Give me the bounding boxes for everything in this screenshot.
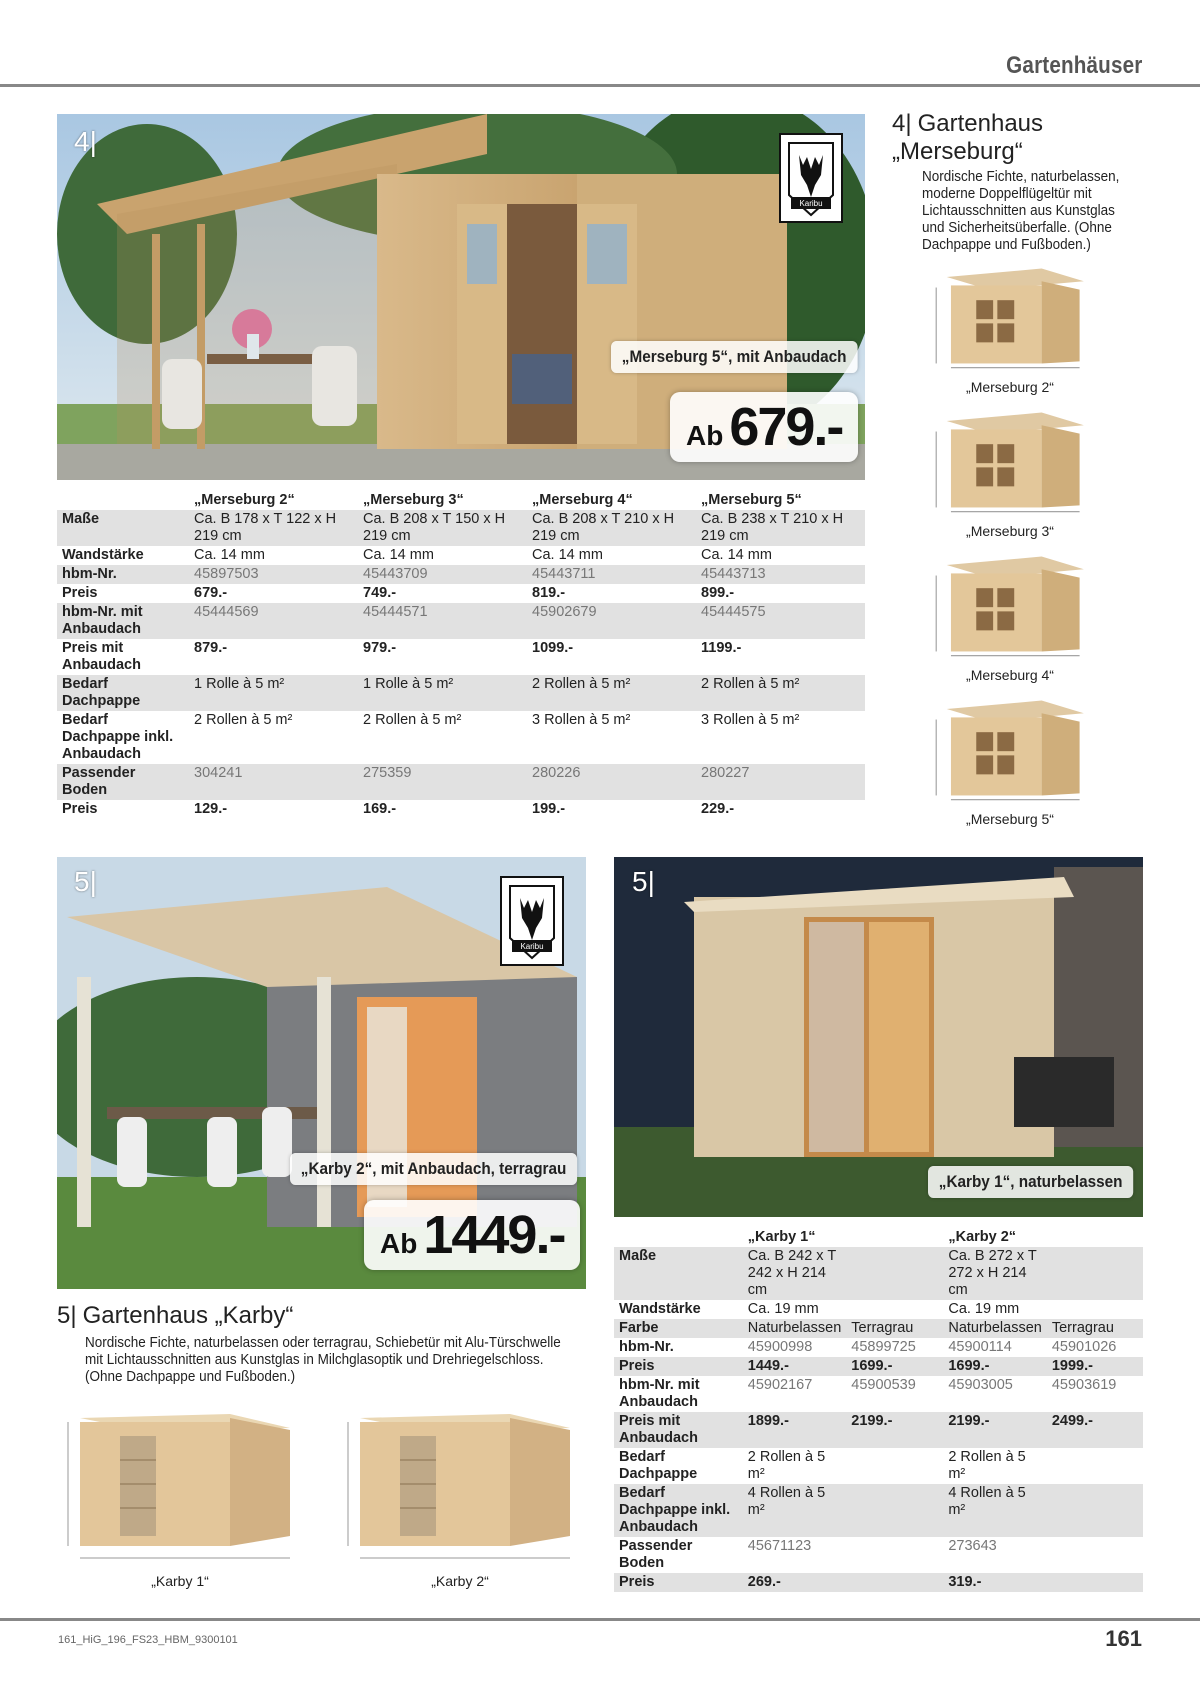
table-cell: Naturbelassen bbox=[743, 1319, 847, 1338]
column-header: „Merseburg 4“ bbox=[532, 492, 633, 508]
table-cell: 2 Rollen à 5 m² bbox=[194, 712, 293, 728]
table-cell: 2499.- bbox=[1047, 1412, 1143, 1448]
table-cell: 1999.- bbox=[1047, 1357, 1143, 1376]
table-row bbox=[57, 546, 865, 565]
table-cell: Ca. 19 mm bbox=[747, 1301, 819, 1317]
table-row bbox=[614, 1484, 1143, 1537]
table-cell: 319.- bbox=[943, 1573, 1047, 1592]
row-label: Preis bbox=[614, 1573, 743, 1592]
section-title: Gartenhäuser bbox=[1005, 52, 1142, 79]
karby-thumbnails bbox=[60, 1408, 580, 1588]
table-cell: 1 Rolle à 5 m² bbox=[358, 675, 527, 711]
header-divider bbox=[0, 84, 1200, 87]
column-header: „Merseburg 3“ bbox=[363, 492, 464, 508]
karibu-logo bbox=[779, 133, 843, 223]
table-row bbox=[57, 764, 865, 800]
footer-code: 161_HiG_196_FS23_HBM_9300101 bbox=[58, 1634, 238, 1646]
table-cell bbox=[1047, 1300, 1143, 1319]
table-cell: 45444571 bbox=[358, 603, 527, 639]
table-cell: 45443709 bbox=[358, 565, 527, 584]
merseburg-thumb-label: „Merseburg 2“ bbox=[966, 379, 1054, 395]
table-cell: 3 Rollen à 5 m² bbox=[701, 712, 800, 728]
row-label: Bedarf Dachpappe inkl. Anbaudach bbox=[62, 712, 174, 762]
table-cell: 45444569 bbox=[189, 603, 358, 639]
table-row bbox=[614, 1338, 1143, 1357]
table-cell: 1449.- bbox=[743, 1357, 847, 1376]
table-cell: Ca. 14 mm bbox=[532, 547, 603, 563]
table-row bbox=[57, 584, 865, 603]
table-cell bbox=[846, 1247, 943, 1300]
row-label: Preis bbox=[62, 801, 98, 817]
shed-drawing bbox=[340, 1408, 580, 1573]
table-cell: Ca. 14 mm bbox=[363, 547, 434, 563]
table-cell: 45903005 bbox=[948, 1377, 1013, 1393]
table-cell: 1 Rolle à 5 m² bbox=[189, 675, 358, 711]
table-cell: 749.- bbox=[363, 585, 397, 601]
table-cell: 45900114 bbox=[948, 1339, 1012, 1355]
table-cell: 1099.- bbox=[532, 640, 574, 656]
table-cell: 45443713 bbox=[696, 565, 865, 584]
table-cell bbox=[846, 1573, 943, 1592]
karby-price-badge bbox=[364, 1200, 580, 1270]
column-header: „Karby 2“ bbox=[948, 1229, 1017, 1245]
table-cell: Ca. B 208 x T 150 x H 219 cm bbox=[358, 510, 527, 546]
table-cell: 45901026 bbox=[1051, 1339, 1117, 1355]
footer-divider bbox=[0, 1618, 1200, 1621]
karby-spec-table bbox=[614, 1228, 1143, 1592]
table-cell: 273643 bbox=[948, 1538, 997, 1554]
table-cell: 1899.- bbox=[743, 1412, 847, 1448]
karby1-photo-caption: „Karby 1“, naturbelassen bbox=[928, 1166, 1133, 1198]
karby2-photo-number: 5| bbox=[74, 866, 97, 897]
table-cell: 269.- bbox=[743, 1573, 847, 1592]
karby1-photo-number: 5| bbox=[632, 866, 655, 897]
table-row bbox=[57, 800, 865, 819]
table-cell: 2 Rollen à 5 m² bbox=[747, 1449, 826, 1482]
karby-thumb bbox=[60, 1408, 300, 1589]
column-header: „Karby 1“ bbox=[747, 1229, 816, 1245]
karby-description: Nordische Fichte, naturbelassen oder terragrau, Schiebetür mit Alu-Türschwelle mit Lichtausschnitten aus Kunstglas in Milchglasoptik und Drehriegelschloss. (Ohne Dachpappe und Fußboden.) bbox=[85, 1334, 561, 1385]
table-cell: Ca. 14 mm bbox=[701, 547, 772, 563]
table-cell: Ca. B 178 x T 122 x H 219 cm bbox=[189, 510, 358, 546]
table-corner bbox=[614, 1228, 743, 1247]
table-cell: 275359 bbox=[358, 764, 527, 800]
merseburg-price-badge bbox=[670, 392, 858, 462]
price-prefix: Ab bbox=[686, 420, 724, 451]
merseburg-spec-table bbox=[57, 491, 865, 819]
table-cell: 45900998 bbox=[747, 1339, 813, 1355]
row-label: Wandstärke bbox=[619, 1301, 701, 1317]
table-cell: 679.- bbox=[194, 585, 228, 601]
row-label: Maße bbox=[614, 1247, 743, 1300]
table-cell: Terragrau bbox=[846, 1319, 943, 1338]
merseburg-title-text: Gartenhaus „Merseburg“ bbox=[892, 110, 1044, 165]
merseburg-title bbox=[892, 110, 1152, 166]
row-label: Farbe bbox=[614, 1319, 743, 1338]
table-cell: Terragrau bbox=[1047, 1319, 1143, 1338]
row-label: Passender Boden bbox=[619, 1538, 693, 1571]
row-label: hbm-Nr. mit Anbaudach bbox=[619, 1377, 700, 1410]
price-value: 679.- bbox=[729, 397, 843, 457]
table-cell: Ca. B 238 x T 210 x H 219 cm bbox=[696, 510, 865, 546]
table-cell: 45902679 bbox=[527, 603, 696, 639]
merseburg-thumbnails bbox=[920, 258, 1100, 834]
table-cell: 1699.- bbox=[943, 1357, 1047, 1376]
table-cell: Ca. B 242 x T 242 x H 214 cm bbox=[743, 1247, 847, 1300]
merseburg-thumb-label: „Merseburg 5“ bbox=[966, 811, 1054, 827]
merseburg-thumb bbox=[920, 546, 1100, 690]
table-cell: Ca. 14 mm bbox=[194, 547, 265, 563]
table-row bbox=[614, 1357, 1143, 1376]
row-label: Bedarf Dachpappe bbox=[57, 675, 189, 711]
table-cell bbox=[1047, 1448, 1143, 1484]
table-cell: 45671123 bbox=[747, 1538, 812, 1554]
table-row bbox=[57, 565, 865, 584]
karibu-logo-text: Karibu bbox=[520, 942, 544, 951]
shed-drawing bbox=[920, 546, 1100, 667]
table-cell: Naturbelassen bbox=[943, 1319, 1047, 1338]
table-cell bbox=[1047, 1537, 1143, 1573]
row-label: Bedarf Dachpappe inkl. Anbaudach bbox=[614, 1484, 743, 1537]
merseburg-thumb-label: „Merseburg 4“ bbox=[966, 667, 1054, 683]
table-cell: 45443711 bbox=[527, 565, 696, 584]
table-cell: 4 Rollen à 5 m² bbox=[743, 1484, 847, 1537]
row-label: hbm-Nr. bbox=[619, 1339, 674, 1355]
table-cell: 304241 bbox=[189, 764, 358, 800]
table-row bbox=[57, 603, 865, 639]
table-cell: 2199.- bbox=[943, 1412, 1047, 1448]
price-value: 1449.- bbox=[423, 1205, 565, 1265]
row-label: Bedarf Dachpappe bbox=[619, 1449, 698, 1482]
table-cell: 280227 bbox=[696, 764, 865, 800]
page-number: 161 bbox=[1105, 1626, 1142, 1651]
shed-drawing bbox=[60, 1408, 300, 1573]
row-label: Preis bbox=[62, 585, 98, 601]
table-row bbox=[614, 1537, 1143, 1573]
table-row bbox=[614, 1573, 1143, 1592]
table-cell: 45900539 bbox=[851, 1377, 916, 1393]
table-cell: 819.- bbox=[532, 585, 566, 601]
merseburg-number: 4| bbox=[892, 110, 912, 137]
table-cell: 1199.- bbox=[701, 640, 742, 656]
row-label: Passender Boden bbox=[57, 764, 189, 800]
row-label: Wandstärke bbox=[62, 547, 144, 563]
table-cell: 199.- bbox=[532, 801, 566, 817]
karby2-photo-caption: „Karby 2“, mit Anbaudach, terragrau bbox=[290, 1153, 577, 1185]
column-header: „Merseburg 5“ bbox=[701, 492, 802, 508]
table-cell: 45444575 bbox=[696, 603, 865, 639]
table-cell bbox=[846, 1537, 943, 1573]
karibu-logo bbox=[500, 876, 564, 966]
table-cell: 45897503 bbox=[189, 565, 358, 584]
table-cell: 2 Rollen à 5 m² bbox=[696, 675, 865, 711]
table-cell: 45899725 bbox=[851, 1339, 916, 1355]
merseburg-description: Nordische Fichte, naturbelassen, moderne Doppelflügeltür mit Lichtausschnitten aus Kunstglas und Sicherheitsüberfalle. (Ohne Dachpappe und Fußboden.) bbox=[922, 168, 1120, 253]
table-cell bbox=[1047, 1247, 1143, 1300]
table-cell: 229.- bbox=[701, 801, 735, 817]
karby-thumb bbox=[340, 1408, 580, 1589]
table-header-row bbox=[614, 1228, 1143, 1247]
row-label: hbm-Nr. mit Anbaudach bbox=[57, 603, 189, 639]
table-cell bbox=[846, 1448, 943, 1484]
karby-thumb-label: „Karby 1“ bbox=[151, 1573, 209, 1589]
table-row bbox=[57, 675, 865, 711]
table-row bbox=[614, 1247, 1143, 1300]
table-cell bbox=[1047, 1484, 1143, 1537]
merseburg-thumb-label: „Merseburg 3“ bbox=[966, 523, 1054, 539]
table-cell: 879.- bbox=[194, 640, 228, 656]
table-cell: 899.- bbox=[701, 585, 735, 601]
table-cell: 2199.- bbox=[846, 1412, 943, 1448]
table-cell: 4 Rollen à 5 m² bbox=[943, 1484, 1047, 1537]
table-corner bbox=[57, 491, 189, 510]
row-label: Preis mit Anbaudach bbox=[62, 640, 141, 673]
table-cell: 45902167 bbox=[747, 1377, 813, 1393]
table-cell: 2 Rollen à 5 m² bbox=[948, 1449, 1026, 1482]
table-cell: 979.- bbox=[363, 640, 397, 656]
table-cell: 45903619 bbox=[1051, 1377, 1117, 1393]
table-cell bbox=[846, 1484, 943, 1537]
row-label: Preis bbox=[614, 1357, 743, 1376]
table-row bbox=[614, 1300, 1143, 1319]
merseburg-photo-number: 4| bbox=[74, 126, 97, 157]
row-label: Preis mit Anbaudach bbox=[614, 1412, 743, 1448]
table-row bbox=[614, 1412, 1143, 1448]
table-row bbox=[614, 1319, 1143, 1338]
table-cell: 2 Rollen à 5 m² bbox=[527, 675, 696, 711]
table-cell: Ca. B 272 x T 272 x H 214 cm bbox=[943, 1247, 1047, 1300]
table-row bbox=[614, 1448, 1143, 1484]
merseburg-photo-caption: „Merseburg 5“, mit Anbaudach bbox=[611, 341, 857, 373]
karibu-logo-text: Karibu bbox=[799, 199, 823, 208]
table-cell: 280226 bbox=[527, 764, 696, 800]
karby-number: 5| bbox=[57, 1302, 77, 1329]
merseburg-thumb bbox=[920, 258, 1100, 402]
table-cell bbox=[1047, 1573, 1143, 1592]
table-row bbox=[57, 510, 865, 546]
table-cell: Ca. 19 mm bbox=[948, 1301, 1020, 1317]
merseburg-thumb bbox=[920, 402, 1100, 546]
karby-title-text: Gartenhaus „Karby“ bbox=[82, 1302, 294, 1329]
shed-drawing bbox=[920, 402, 1100, 523]
column-header: „Merseburg 2“ bbox=[194, 492, 295, 508]
table-cell: Ca. B 208 x T 210 x H 219 cm bbox=[527, 510, 696, 546]
table-header-row bbox=[57, 491, 865, 510]
table-row bbox=[57, 711, 865, 764]
karby-thumb-label: „Karby 2“ bbox=[431, 1573, 489, 1589]
table-cell: 129.- bbox=[194, 801, 228, 817]
table-row bbox=[57, 639, 865, 675]
row-label: Maße bbox=[57, 510, 189, 546]
row-label: hbm-Nr. bbox=[57, 565, 189, 584]
table-cell: 1699.- bbox=[846, 1357, 943, 1376]
karby-title bbox=[57, 1302, 577, 1330]
price-prefix: Ab bbox=[380, 1228, 418, 1259]
table-cell: 169.- bbox=[363, 801, 397, 817]
shed-drawing bbox=[920, 690, 1100, 811]
merseburg-thumb bbox=[920, 690, 1100, 834]
table-cell bbox=[846, 1300, 943, 1319]
shed-drawing bbox=[920, 258, 1100, 379]
table-cell: 3 Rollen à 5 m² bbox=[532, 712, 631, 728]
table-cell: 2 Rollen à 5 m² bbox=[363, 712, 462, 728]
karby1-photo bbox=[614, 857, 1143, 1217]
table-row bbox=[614, 1376, 1143, 1412]
